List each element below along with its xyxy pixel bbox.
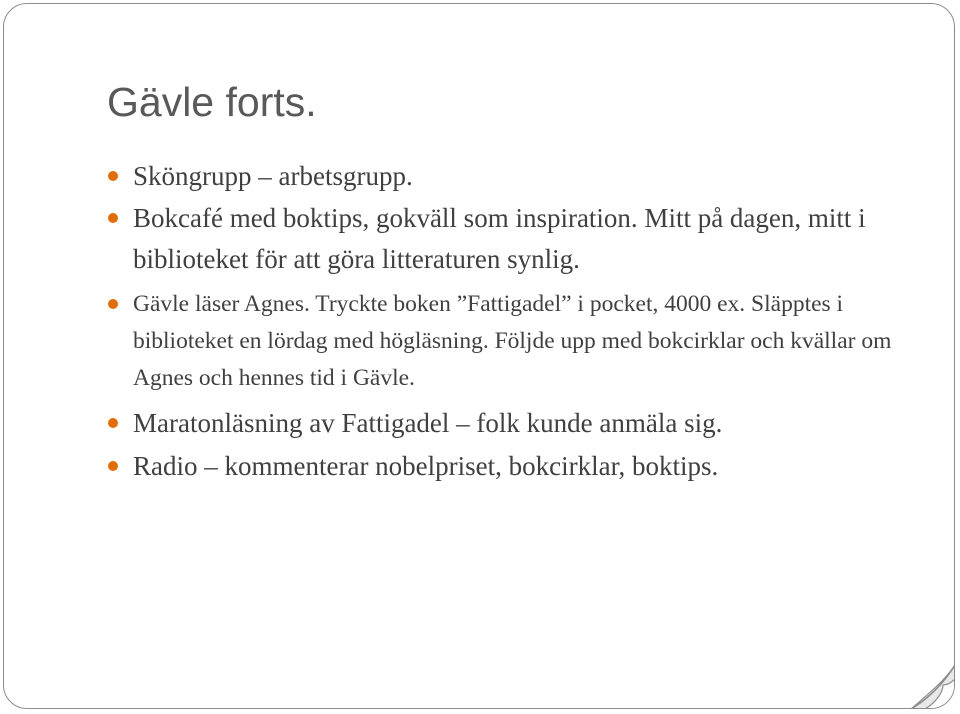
bullet-text: Gävle läser Agnes. Tryckte boken ”Fattigadel” i pocket, 4000 ex. Släpptes i biblioteket en lördag med högläsning. Följde upp med bokcirklar och kvällar om Agnes och hennes tid i Gävle.: [133, 291, 892, 391]
bullet-text: Bokcafé med boktips, gokväll som inspiration. Mitt på dagen, mitt i biblioteket för att göra litteraturen synlig.: [133, 203, 866, 274]
page-curl-icon: [909, 663, 955, 709]
bullet-list: [104, 156, 894, 487]
bullet-dot-icon: [108, 461, 118, 471]
bullet-item: [104, 403, 894, 444]
slide: [3, 3, 955, 709]
bullet-item: [104, 286, 894, 397]
bullet-item: [104, 156, 894, 197]
bullet-dot-icon: [108, 418, 118, 428]
bullet-text: Maratonläsning av Fattigadel – folk kunde anmäla sig.: [133, 408, 723, 438]
bullet-dot-icon: [108, 171, 118, 181]
bullet-dot-icon: [108, 213, 118, 223]
slide-title: Gävle forts.: [107, 79, 317, 125]
bullet-text: Sköngrupp – arbetsgrupp.: [133, 161, 413, 191]
bullet-item: [104, 198, 894, 280]
bullet-item: [104, 446, 894, 487]
bullet-text: Radio – kommenterar nobelpriset, bokcirklar, boktips.: [133, 451, 719, 481]
bullet-dot-icon: [108, 299, 118, 309]
